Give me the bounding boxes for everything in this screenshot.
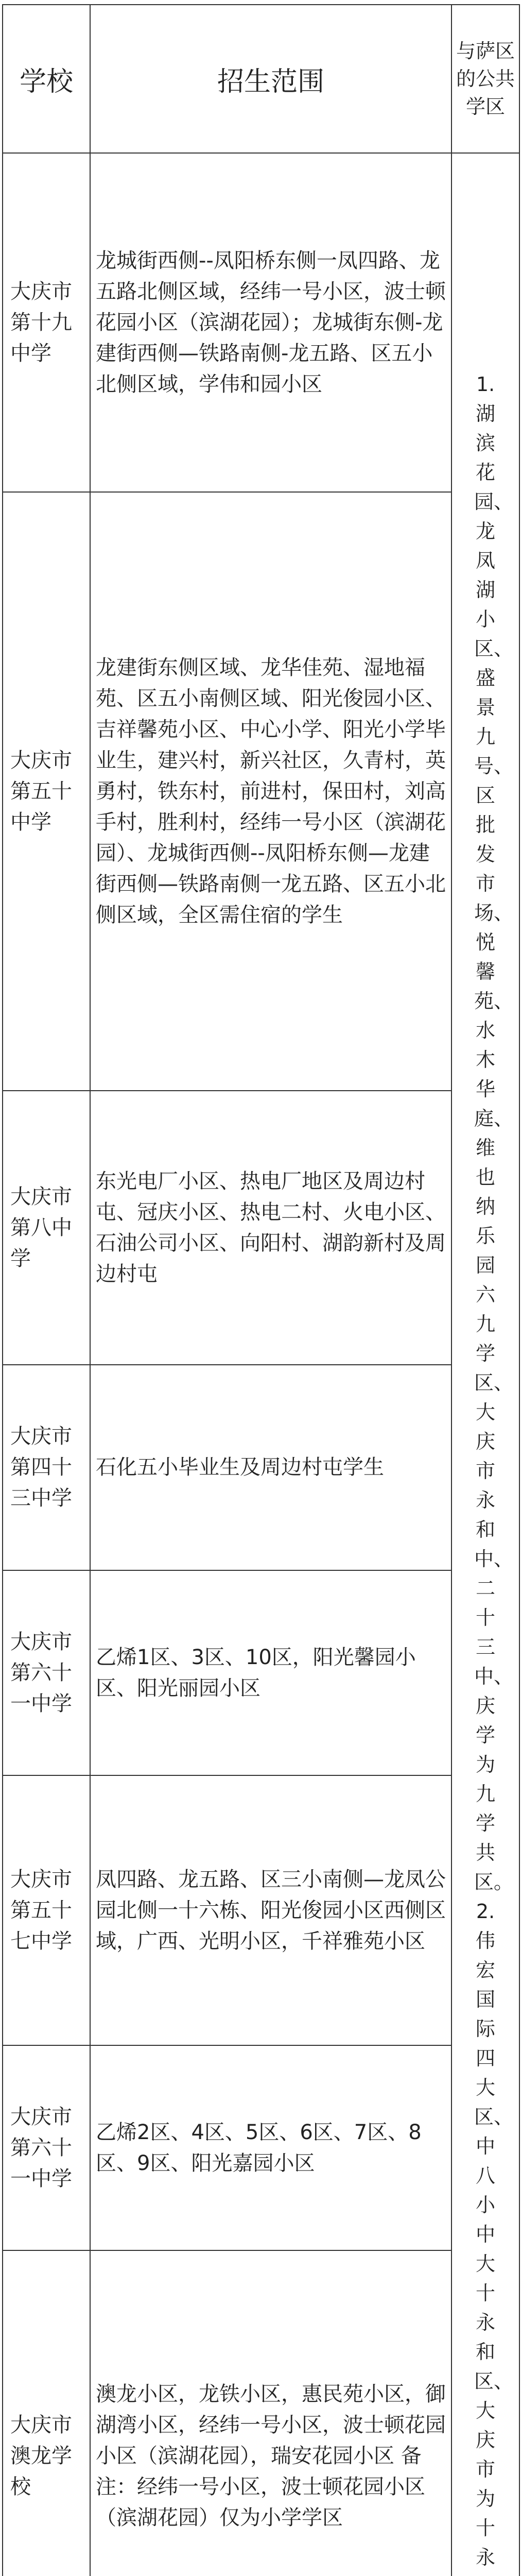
enrollment-range: 石化五小毕业生及周边村屯学生 [90,1365,451,1570]
header-school: 学校 [3,5,90,153]
enrollment-range: 龙建街东侧区域、龙华佳苑、湿地福苑、区五小南侧区域、阳光俊园小区、吉祥馨苑小区、中心小学、阳光小学毕业生，建兴村，新兴社区，久青村，英勇村，铁东村，前进村，保田村，刘高手村，胜利村，经纬一号小区（滨湖花园）、龙城街西侧--凤阳桥东侧—龙建街西侧—铁路南侧一龙五路、区五小北侧区域，全区需住宿的学生 [90,492,451,1090]
school-name: 大庆市第八中学 [3,1091,90,1365]
table-row [3,153,519,492]
shared-district-cell [451,153,519,2576]
table-row [3,1775,519,2045]
school-name: 大庆市第十九中学 [3,153,90,492]
table-header-row [3,5,519,153]
enrollment-range: 乙烯2区、4区、5区、6区、7区、8区、9区、阳光嘉园小区 [90,2045,451,2250]
table-row [3,492,519,1090]
school-name: 大庆市第六十一中学 [3,1570,90,1775]
enrollment-range: 澳龙小区，龙铁小区，惠民苑小区，御湖湾小区，经纬一号小区，波士顿花园小区（滨湖花园），瑞安花园小区 备注：经纬一号小区，波士顿花园小区（滨湖花园）仅为小学学区 [90,2250,451,2576]
header-range: 招生范围 [90,5,451,153]
table-row [3,1091,519,1365]
shared-district-text: 1.湖滨花园、龙凤湖小区、盛景九号、区批发市场、悦馨苑、水木华庭、维也纳乐园六九学区、大庆市永和中、二十三中、庆学为九学共区。 2.伟宏国际四大区、中八小中大十永和区、大庆市为十永 [474,373,514,2569]
table-row [3,1570,519,1775]
enrollment-range: 东光电厂小区、热电厂地区及周边村屯、冠庆小区、热电二村、火电小区、石油公司小区、向阳村、湖韵新村及周边村屯 [90,1091,451,1365]
school-name: 大庆市第四十三中学 [3,1365,90,1570]
school-name: 大庆市第五十中学 [3,492,90,1090]
school-name: 大庆市第五十七中学 [3,1775,90,2045]
table-row [3,2045,519,2250]
school-name: 大庆市第六十一中学 [3,2045,90,2250]
table-row [3,2250,519,2576]
enrollment-range: 凤四路、龙五路、区三小南侧—龙凤公园北侧一十六栋、阳光俊园小区西侧区域，广西、光明小区，千祥雅苑小区 [90,1775,451,2045]
table-row [3,1365,519,1570]
enrollment-range: 龙城街西侧--凤阳桥东侧一凤四路、龙五路北侧区域，经纬一号小区，波士顿花园小区（滨湖花园）；龙城街东侧-龙建街西侧—铁路南侧-龙五路、区五小北侧区域，学伟和园小区 [90,153,451,492]
school-name: 大庆市澳龙学校 [3,2250,90,2576]
enrollment-table [2,4,520,2576]
header-shared: 与萨区的公共学区 [451,5,519,153]
enrollment-range: 乙烯1区、3区、10区，阳光馨园小区、阳光丽园小区 [90,1570,451,1775]
